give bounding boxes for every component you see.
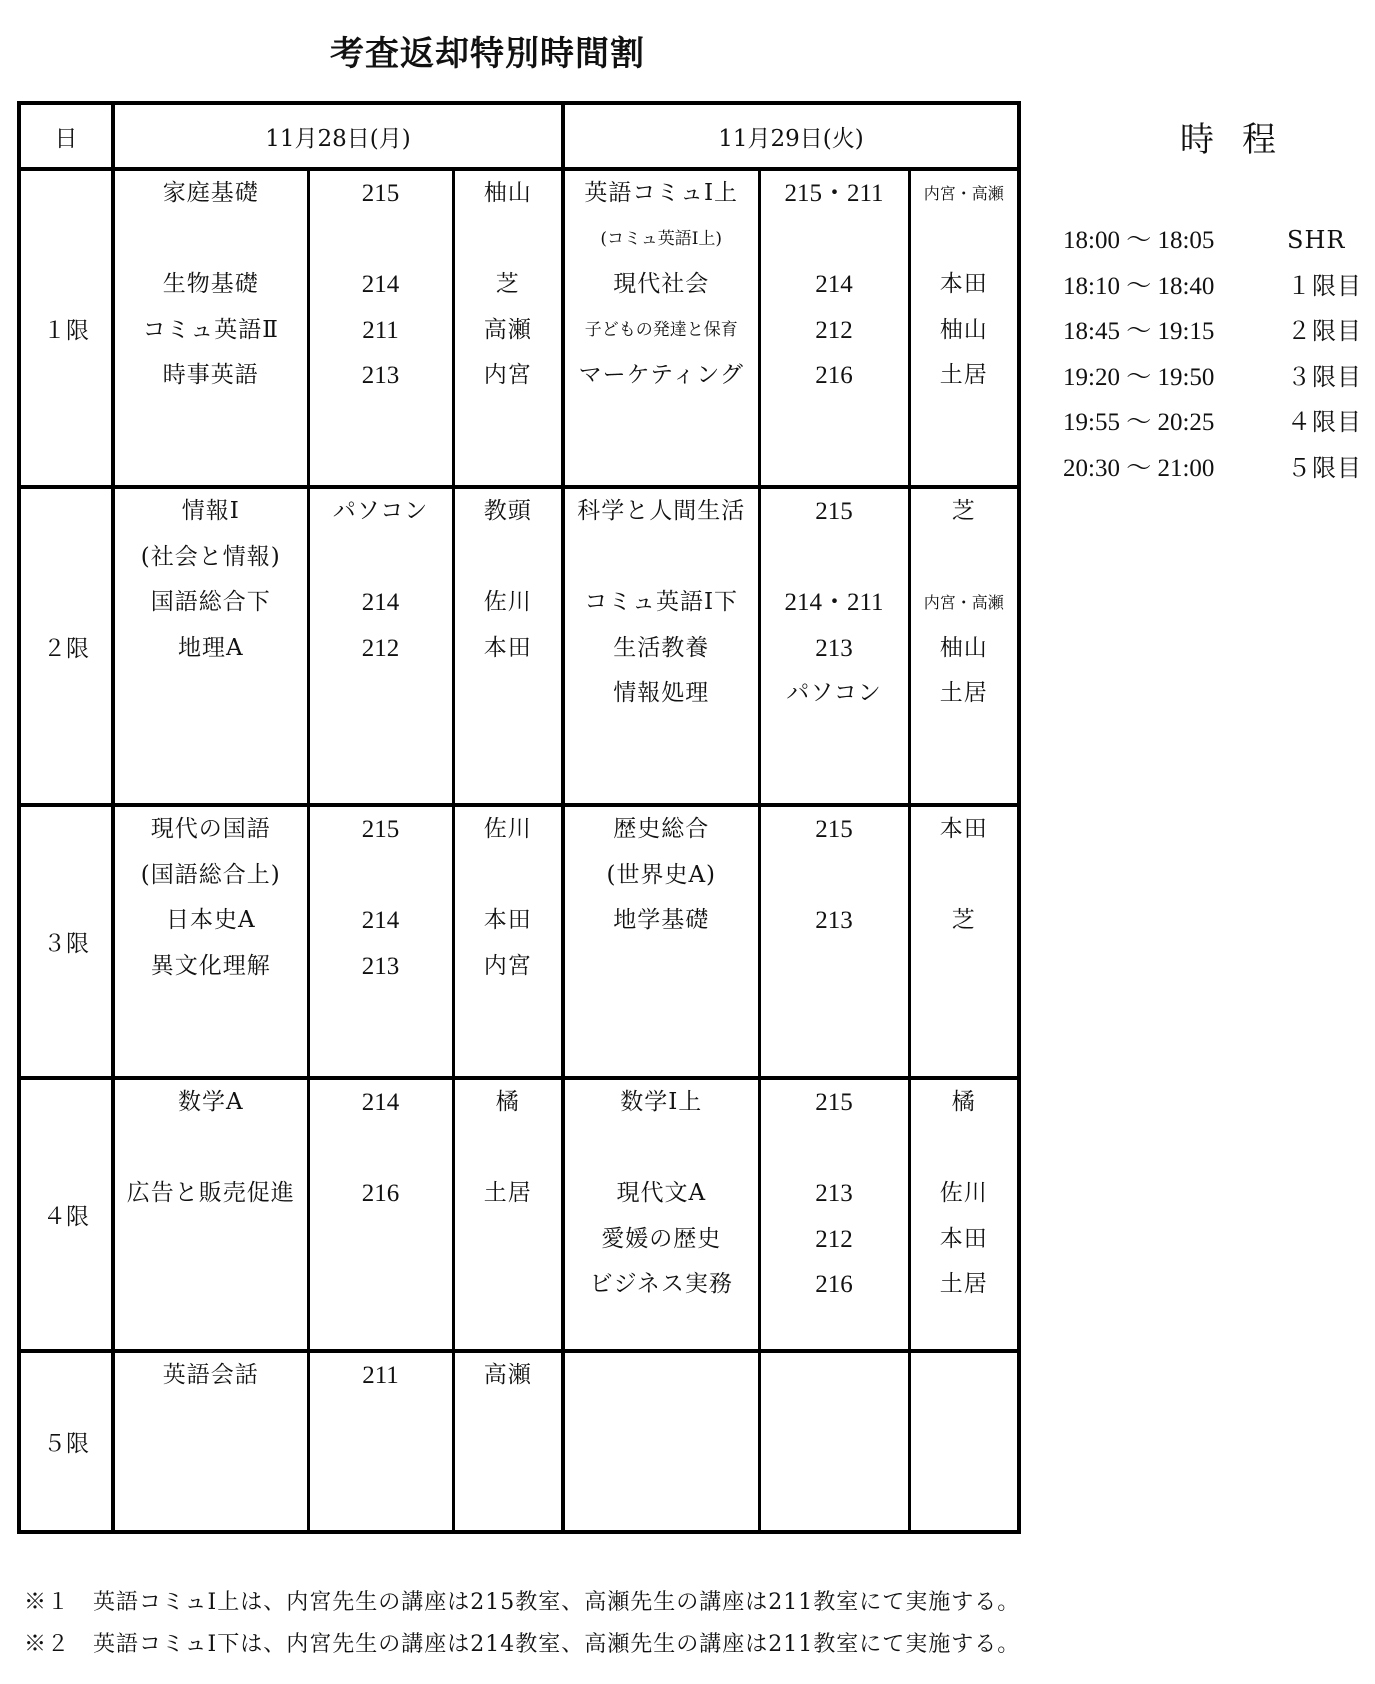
nov28-subject-cell xyxy=(113,169,308,487)
room-number: 213 xyxy=(815,634,853,662)
room-number: 214 xyxy=(815,271,853,298)
subject-name: 広告と販売促進 xyxy=(126,1180,295,1206)
nov28-room-cell xyxy=(308,1351,453,1532)
header-date-nov29: 11月29日(火) xyxy=(563,103,1019,169)
schedule-list xyxy=(1063,218,1373,491)
period-row xyxy=(19,1078,1019,1351)
nov29-teacher-cell xyxy=(909,487,1019,805)
teacher-name: 内宮・高瀬 xyxy=(923,593,1004,612)
subject-name: 現代社会 xyxy=(613,271,710,297)
room-number: 215・211 xyxy=(784,180,884,207)
period-row xyxy=(19,487,1019,805)
period-label: ４限 xyxy=(19,1078,113,1351)
subject-name xyxy=(115,217,307,263)
teacher-name xyxy=(455,1126,562,1172)
teacher-name: 本田 xyxy=(483,907,532,933)
timetable xyxy=(17,101,1021,1534)
nov28-subject-cell xyxy=(113,487,308,805)
period-row xyxy=(19,169,1019,487)
teacher-name: 内宮 xyxy=(483,952,532,979)
period-label: ２限 xyxy=(19,487,113,805)
schedule-time: 18:00 ～ 18:05 xyxy=(1063,227,1215,254)
subject-name: 異文化理解 xyxy=(150,952,271,979)
period-label: ３限 xyxy=(19,805,113,1078)
schedule-label: ５限目 xyxy=(1287,453,1362,482)
subject-name: 子どもの発達と保育 xyxy=(584,319,738,340)
schedule-row xyxy=(1063,218,1373,264)
subject-name: 家庭基礎 xyxy=(162,180,259,206)
teacher-name: 内宮 xyxy=(483,362,532,388)
subject-name: 時事英語 xyxy=(162,362,259,388)
subject-name: 数学A xyxy=(177,1089,244,1115)
subject-name: 現代文A xyxy=(616,1180,707,1206)
schedule-row xyxy=(1063,446,1373,492)
room-number: 211 xyxy=(362,316,399,344)
teacher-name: 高瀬 xyxy=(483,1362,532,1388)
schedule-label: ３限目 xyxy=(1287,362,1362,391)
teacher-name: 芝 xyxy=(951,498,976,524)
nov28-room-cell xyxy=(308,1078,453,1351)
nov29-room-cell xyxy=(759,169,909,487)
nov29-teacher-cell xyxy=(909,1351,1019,1532)
teacher-name xyxy=(911,853,1018,899)
teacher-name xyxy=(911,217,1018,263)
subject-name xyxy=(115,1126,307,1172)
teacher-name: 本田 xyxy=(939,1225,988,1252)
teacher-name: 本田 xyxy=(939,816,988,842)
period-row xyxy=(19,805,1019,1078)
subject-name: 英語コミュⅠ上 xyxy=(584,180,739,206)
subject-name: 生活教養 xyxy=(613,634,710,661)
room-number: 213 xyxy=(815,1180,853,1207)
room-number: パソコン xyxy=(786,680,882,706)
teacher-name: 佐川 xyxy=(483,816,532,842)
schedule-label: １限目 xyxy=(1287,271,1362,300)
schedule-row xyxy=(1063,355,1373,401)
subject-name: 日本史A xyxy=(165,907,256,933)
room-number: 216 xyxy=(361,1180,400,1207)
nov29-room-cell xyxy=(759,487,909,805)
room-number: 216 xyxy=(815,362,853,389)
room-number xyxy=(761,535,908,581)
schedule-label: SHR xyxy=(1287,226,1346,254)
subject-name xyxy=(565,1126,758,1172)
room-number: 212 xyxy=(815,316,853,344)
subject-name: (コミュ英語Ⅰ上) xyxy=(600,228,723,249)
teacher-name: 土居 xyxy=(939,680,988,706)
teacher-name: 本田 xyxy=(483,634,532,661)
room-number: 214 xyxy=(361,589,400,616)
nov29-subject-cell xyxy=(563,1351,759,1532)
teacher-name: 柚山 xyxy=(483,180,532,206)
header-day: 日 xyxy=(19,103,113,169)
period-label: ５限 xyxy=(19,1351,113,1532)
room-number: 213 xyxy=(361,952,400,980)
nov28-subject-cell xyxy=(113,1078,308,1351)
room-number xyxy=(310,535,452,581)
nov28-teacher-cell xyxy=(453,487,563,805)
schedule-row xyxy=(1063,264,1373,310)
nov29-teacher-cell xyxy=(909,805,1019,1078)
room-number xyxy=(310,853,452,899)
nov28-room-cell xyxy=(308,169,453,487)
nov29-teacher-cell xyxy=(909,169,1019,487)
subject-name xyxy=(565,535,758,581)
subject-name: コミュ英語Ⅰ下 xyxy=(584,589,739,615)
subject-name: 歴史総合 xyxy=(613,816,710,842)
teacher-name: 佐川 xyxy=(483,589,532,615)
room-number xyxy=(310,217,452,263)
schedule-time: 19:55 ～ 20:25 xyxy=(1063,409,1215,436)
room-number: 211 xyxy=(362,1362,399,1389)
subject-name: 情報Ⅰ xyxy=(181,498,240,524)
subject-name: (社会と情報) xyxy=(140,543,281,570)
header-date-nov28: 11月28日(月) xyxy=(113,103,563,169)
nov28-room-cell xyxy=(308,487,453,805)
subject-name: 情報処理 xyxy=(613,680,710,706)
room-number xyxy=(761,1126,908,1172)
teacher-name: 教頭 xyxy=(483,498,532,524)
period-label: １限 xyxy=(19,169,113,487)
room-number: 215 xyxy=(815,498,853,525)
room-number: 215 xyxy=(815,816,853,843)
teacher-name: 橘 xyxy=(951,1089,976,1115)
nov29-teacher-cell xyxy=(909,1078,1019,1351)
room-number: 214 xyxy=(361,1089,400,1116)
subject-name: 地理A xyxy=(177,634,244,661)
subject-name: 英語会話 xyxy=(162,1362,259,1388)
teacher-name xyxy=(455,217,562,263)
room-number xyxy=(761,853,908,899)
teacher-name: 内宮・高瀬 xyxy=(923,184,1004,203)
nov29-subject-cell xyxy=(563,1078,759,1351)
subject-name: 現代の国語 xyxy=(150,816,271,842)
nov28-teacher-cell xyxy=(453,1351,563,1532)
room-number: 213 xyxy=(361,362,400,389)
subject-name: 科学と人間生活 xyxy=(577,498,746,524)
subject-name: 愛媛の歴史 xyxy=(601,1225,722,1252)
schedule-time: 18:45 ～ 19:15 xyxy=(1063,318,1215,345)
teacher-name xyxy=(911,1126,1018,1172)
teacher-name: 柚山 xyxy=(939,316,988,343)
teacher-name: 土居 xyxy=(483,1180,532,1206)
subject-name: 国語総合下 xyxy=(150,589,271,615)
teacher-name: 土居 xyxy=(939,362,988,388)
room-number: 212 xyxy=(815,1225,853,1253)
room-number: 214・211 xyxy=(784,589,884,616)
subject-name: (世界史A) xyxy=(606,861,717,888)
nov28-teacher-cell xyxy=(453,169,563,487)
nov29-subject-cell xyxy=(563,805,759,1078)
nov29-subject-cell xyxy=(563,169,759,487)
subject-name: マーケティング xyxy=(578,362,744,388)
schedule-title: 時程 xyxy=(1180,120,1304,160)
teacher-name xyxy=(911,535,1018,581)
room-number: 213 xyxy=(815,907,853,934)
nov28-teacher-cell xyxy=(453,805,563,1078)
nov28-teacher-cell xyxy=(453,1078,563,1351)
nov29-subject-cell xyxy=(563,487,759,805)
subject-name: (国語総合上) xyxy=(140,861,281,888)
room-number xyxy=(310,1126,452,1172)
period-row xyxy=(19,1351,1019,1532)
nov29-room-cell xyxy=(759,1351,909,1532)
notes xyxy=(24,1582,1020,1666)
teacher-name: 本田 xyxy=(939,271,988,297)
room-number: 216 xyxy=(815,1271,853,1298)
room-number: 215 xyxy=(815,1089,853,1116)
room-number: 212 xyxy=(361,634,400,662)
nov28-subject-cell xyxy=(113,805,308,1078)
subject-name: 生物基礎 xyxy=(162,271,259,297)
page-title: 考査返却特別時間割 xyxy=(330,34,645,74)
teacher-name: 高瀬 xyxy=(483,316,532,343)
nov28-room-cell xyxy=(308,805,453,1078)
note-1: ※１ 英語コミュⅠ上は、内宮先生の講座は215教室、高瀬先生の講座は211教室にて実施する。 xyxy=(24,1590,1021,1615)
teacher-name: 橘 xyxy=(495,1089,520,1115)
teacher-name xyxy=(455,853,562,899)
note-2: ※２ 英語コミュⅠ下は、内宮先生の講座は214教室、高瀬先生の講座は211教室にて実施する。 xyxy=(24,1632,1021,1657)
schedule-row xyxy=(1063,400,1373,446)
room-number xyxy=(761,217,908,263)
nov29-room-cell xyxy=(759,805,909,1078)
schedule-label: ２限目 xyxy=(1287,317,1362,345)
schedule-row xyxy=(1063,309,1373,355)
subject-name: 地学基礎 xyxy=(613,907,710,933)
room-number: 215 xyxy=(361,816,400,843)
room-number: 214 xyxy=(361,907,400,934)
teacher-name: 土居 xyxy=(939,1271,988,1297)
subject-name: コミュ英語Ⅱ xyxy=(142,316,279,343)
room-number: 215 xyxy=(361,180,400,207)
teacher-name xyxy=(455,535,562,581)
nov29-room-cell xyxy=(759,1078,909,1351)
room-number: 214 xyxy=(361,271,400,298)
teacher-name: 芝 xyxy=(495,271,520,297)
teacher-name: 柚山 xyxy=(939,634,988,661)
schedule-label: ４限目 xyxy=(1287,408,1362,436)
room-number: パソコン xyxy=(332,498,429,524)
subject-name: ビジネス実務 xyxy=(589,1271,733,1297)
schedule-time: 20:30 ～ 21:00 xyxy=(1063,454,1215,482)
schedule-time: 19:20 ～ 19:50 xyxy=(1063,363,1215,391)
nov28-subject-cell xyxy=(113,1351,308,1532)
teacher-name: 佐川 xyxy=(939,1180,988,1206)
teacher-name: 芝 xyxy=(951,907,976,933)
subject-name: 数学Ⅰ上 xyxy=(620,1089,703,1115)
schedule-time: 18:10 ～ 18:40 xyxy=(1063,272,1215,300)
